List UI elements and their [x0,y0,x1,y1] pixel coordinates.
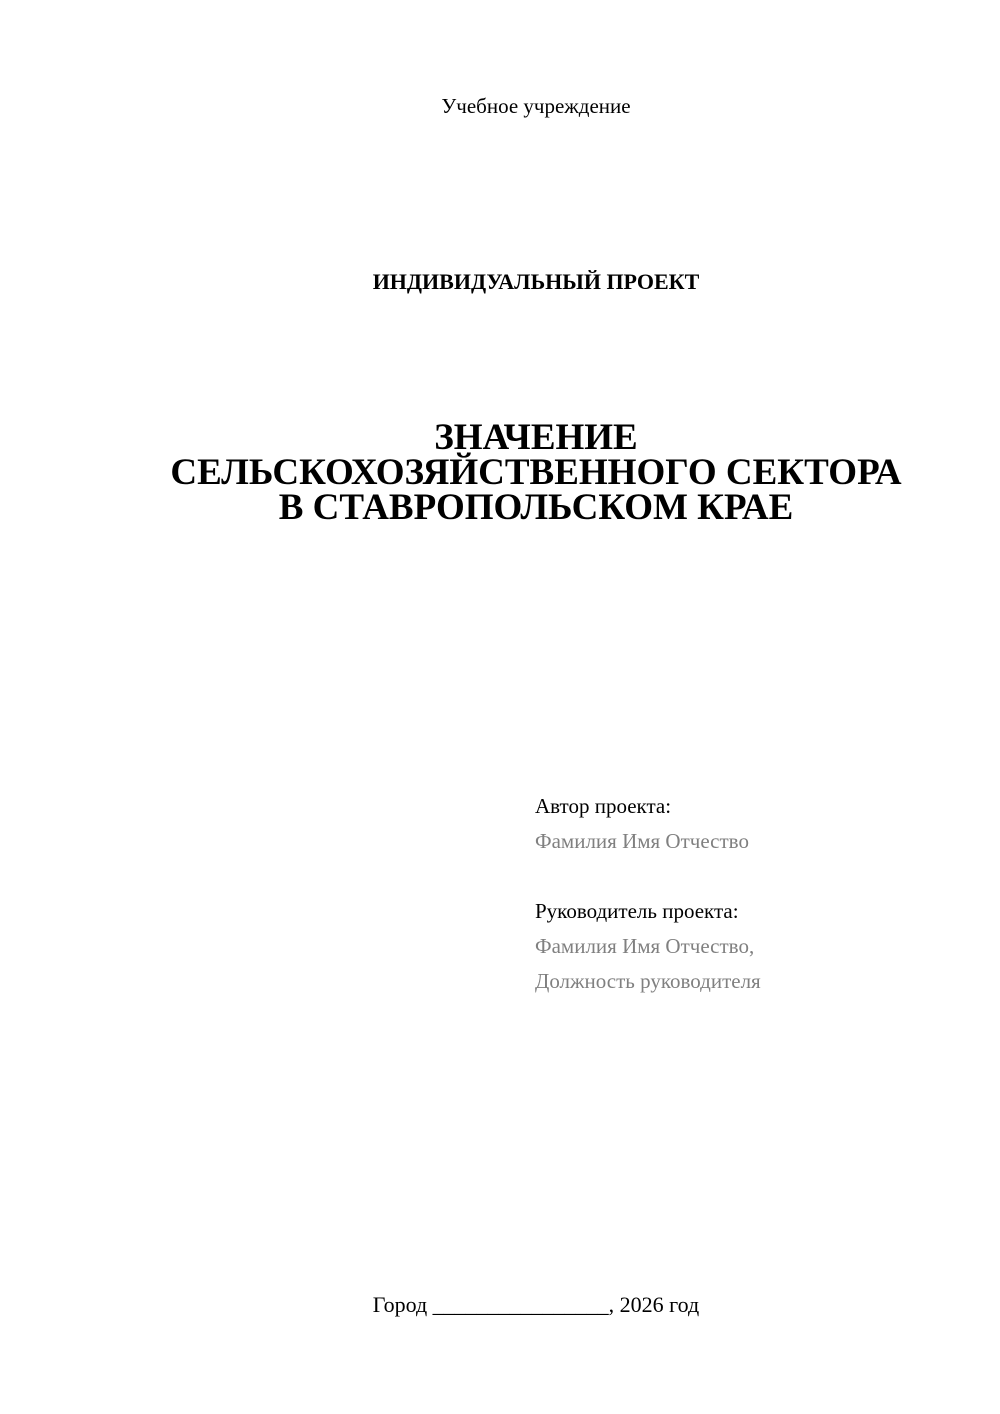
city-year-line: Город ________________, 2026 год [372,1292,700,1317]
supervisor-name: Фамилия Имя Отчество, [535,934,755,958]
project-title-line-1: ЗНАЧЕНИЕ [434,417,638,458]
document-type: ИНДИВИДУАЛЬНЫЙ ПРОЕКТ [372,269,700,294]
project-title-line-3: В СТАВРОПОЛЬСКОМ КРАЕ [278,487,794,528]
institution-name: Учебное учреждение [441,94,631,118]
author-label: Автор проекта: [535,794,672,818]
author-name: Фамилия Имя Отчество [535,829,749,853]
project-title [0,417,1000,528]
project-title-line-2: СЕЛЬСКОХОЗЯЙСТВЕННОГО СЕКТОРА [170,452,902,493]
supervisor-label: Руководитель проекта: [535,899,739,923]
supervisor-position: Должность руководителя [535,969,761,993]
credits-spacer [535,859,761,894]
project-credits [535,789,761,999]
